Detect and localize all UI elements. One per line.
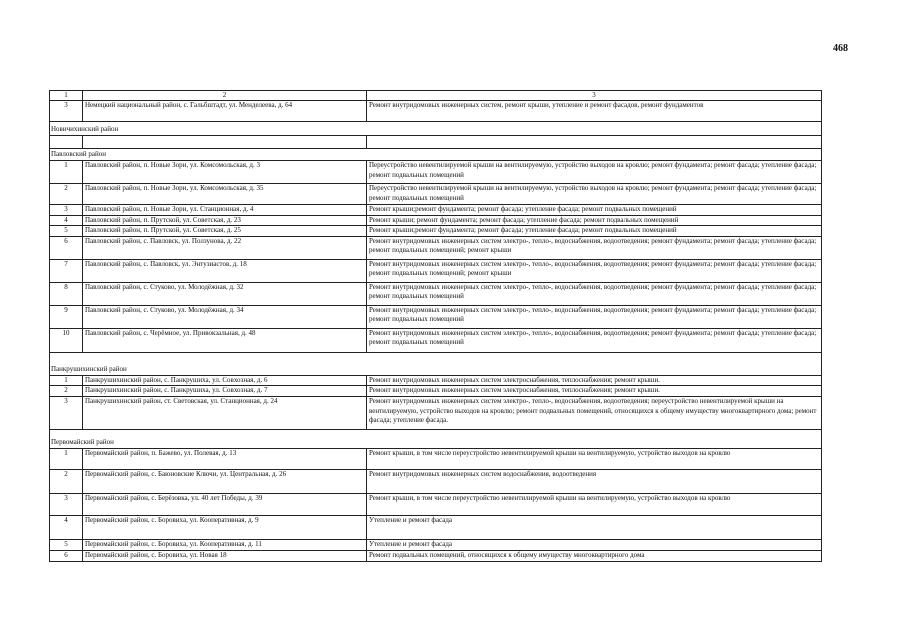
row-number: 3 xyxy=(50,396,83,429)
table-row xyxy=(50,226,822,237)
table-row xyxy=(50,305,822,328)
row-address: Первомайский район, с. Баюновские Ключи, ул. Центральная, д. 26 xyxy=(83,469,367,493)
row-works: Ремонт внутридомовых инженерных систем электро-, тепло-, водоснабжения, водоотведения; ремонт фундамента; ремонт фасада; утепление фасада; ремонт подвальных помещений; ремонт крыши xyxy=(367,259,822,282)
row-works xyxy=(367,136,822,149)
table-row xyxy=(50,515,822,539)
row-address: Павловский район, с. Павловск, ул. Энтузиастов, д. 18 xyxy=(83,259,367,282)
row-works: Ремонт внутридомовых инженерных систем электро-, тепло-, водоснабжения, водоотведения; переустройство невентилируемой крыши на вентилируемую, устройство выходов на кровлю; ремонт подвальных помещений, относящихся к общему имуществу многоквартирного дома; ремонт фасада; утепление фасада. xyxy=(367,396,822,429)
row-address: Первомайский район, п. Бажево, ул. Полевая, д. 13 xyxy=(83,448,367,469)
table-row xyxy=(50,539,822,550)
row-works: Ремонт внутридомовых инженерных систем электроснабжения, теплоснабжения; ремонт крыши. xyxy=(367,375,822,386)
row-number: 5 xyxy=(50,539,83,550)
district-name: Новичихинский район xyxy=(50,122,822,136)
row-works: Ремонт внутридомовых инженерных систем электроснабжения, теплоснабжения; ремонт крыши. xyxy=(367,386,822,397)
row-works: Переустройство невентилируемой крыши на вентилируемую, устройство выходов на кровлю; ремонт фундамента; ремонт фасада; утепление фасада; ремонт подвальных помещений xyxy=(367,161,822,184)
header-col-1: 1 xyxy=(50,91,83,101)
row-number: 2 xyxy=(50,386,83,397)
row-works: Ремонт крыши, в том числе переустройство невентилируемой крыши на вентилируемую, устройство выходов на кровлю xyxy=(367,493,822,515)
row-works: Ремонт крыши, в том числе переустройство невентилируемой крыши на вентилируемую, устройство выходов на кровлю xyxy=(367,448,822,469)
table-row xyxy=(50,550,822,561)
table-row xyxy=(50,236,822,259)
row-number: 1 xyxy=(50,161,83,184)
row-address: Павловский район, с. Павловск, ул. Ползунова, д. 22 xyxy=(83,236,367,259)
row-address: Панкрушихинский район, с. Панкрушиха, ул. Совхозная, д. 7 xyxy=(83,386,367,397)
table-row xyxy=(50,396,822,429)
table-row xyxy=(50,161,822,184)
row-address xyxy=(83,136,367,149)
repair-table xyxy=(49,90,822,562)
row-address: Павловский район, п. Прутской, ул. Советская, д. 23 xyxy=(83,215,367,226)
row-address: Павловский район, п. Новые Зори, ул. Станционная, д. 4 xyxy=(83,205,367,216)
row-works: Утепление и ремонт фасада xyxy=(367,539,822,550)
table-row xyxy=(50,215,822,226)
row-address: Павловский район, с. Стуково, ул. Молодёжная, д. 34 xyxy=(83,305,367,328)
row-works: Ремонт внутридомовых инженерных систем водоснабжения, водоотведения xyxy=(367,469,822,493)
row-works: Утепление и ремонт фасада xyxy=(367,515,822,539)
row-number: 9 xyxy=(50,305,83,328)
row-works: Ремонт внутридомовых инженерных систем электро-, тепло-, водоснабжения, водоотведения; ремонт фундамента; ремонт фасада; утепление фасада; ремонт подвальных помещений xyxy=(367,305,822,328)
row-address: Первомайский район, с. Боровиха, ул. Кооперативная, д. 9 xyxy=(83,515,367,539)
row-works: Ремонт внутридомовых инженерных систем электро-, тепло-, водоснабжения, водоотведения; ремонт фундамента; ремонт фасада; утепление фасада; ремонт подвальных помещений xyxy=(367,328,822,352)
row-address: Панкрушихинский район, ст. Световская, ул. Станционная, д. 24 xyxy=(83,396,367,429)
row-works: Ремонт внутридомовых инженерных систем электро-, тепло-, водоснабжения, водоотведения; ремонт фундамента; ремонт фасада; утепление фасада; ремонт подвальных помещений xyxy=(367,282,822,305)
row-works: Ремонт крыши; ремонт фундамента; ремонт фасада; утепление фасада; ремонт подвальных помещений xyxy=(367,215,822,226)
row-address: Павловский район, п. Новые Зори, ул. Комсомольская, д. 35 xyxy=(83,184,367,205)
row-number: 2 xyxy=(50,184,83,205)
row-number: 6 xyxy=(50,550,83,561)
row-number: 3 xyxy=(50,493,83,515)
district-name: Павловский район xyxy=(50,149,822,161)
row-address: Первомайский район, с. Берёзовка, ул. 40 лет Победы, д. 39 xyxy=(83,493,367,515)
district-row xyxy=(50,149,822,161)
row-works: Ремонт внутридомовых инженерных систем электро-, тепло-, водоснабжения, водоотведения; ремонт фундамента; ремонт фасада; утепление фасада; ремонт подвальных помещений; ремонт крыши xyxy=(367,236,822,259)
row-number: 4 xyxy=(50,515,83,539)
row-address: Первомайский район, с. Боровиха, ул. Новая 18 xyxy=(83,550,367,561)
district-name: Первомайский район xyxy=(50,429,822,448)
page-number: 468 xyxy=(833,43,848,54)
row-number: 6 xyxy=(50,236,83,259)
district-name: Панкрушихинский район xyxy=(50,352,822,375)
district-row xyxy=(50,352,822,375)
row-address: Первомайский район, с. Боровиха, ул. Кооперативная, д. 11 xyxy=(83,539,367,550)
district-row xyxy=(50,429,822,448)
table-row xyxy=(50,136,822,149)
table-row xyxy=(50,375,822,386)
table-row xyxy=(50,386,822,397)
header-col-2: 2 xyxy=(83,91,367,101)
row-works: Переустройство невентилируемой крыши на вентилируемую, устройство выходов на кровлю; ремонт фундамента; ремонт фасада; утепление фасада; ремонт подвальных помещений xyxy=(367,184,822,205)
table-row xyxy=(50,184,822,205)
row-number: 7 xyxy=(50,259,83,282)
row-number: 1 xyxy=(50,448,83,469)
row-address: Павловский район, с. Черёмное, ул. Привокзальная, д. 48 xyxy=(83,328,367,352)
table-row xyxy=(50,101,822,122)
table-row xyxy=(50,328,822,352)
row-number: 2 xyxy=(50,469,83,493)
row-address: Немецкий национальный район, с. Гальбштадт, ул. Менделеева, д. 64 xyxy=(83,101,367,122)
row-address: Панкрушихинский район, с. Панкрушиха, ул. Совхозная, д. 6 xyxy=(83,375,367,386)
district-row xyxy=(50,122,822,136)
header-col-3: 3 xyxy=(367,91,822,101)
row-number: 3 xyxy=(50,101,83,122)
row-works: Ремонт внутридомовых инженерных систем, ремонт крыши, утепление и ремонт фасадов, ремонт фундаментов xyxy=(367,101,822,122)
table-row xyxy=(50,493,822,515)
row-number: 8 xyxy=(50,282,83,305)
row-address: Павловский район, с. Стуково, ул. Молодёжная, д. 32 xyxy=(83,282,367,305)
table-row xyxy=(50,448,822,469)
row-works: Ремонт подвальных помещений, относящихся к общему имуществу многоквартирного дома xyxy=(367,550,822,561)
table-row xyxy=(50,259,822,282)
row-address: Павловский район, п. Прутской, ул. Советская, д. 25 xyxy=(83,226,367,237)
row-number: 10 xyxy=(50,328,83,352)
row-address: Павловский район, п. Новые Зори, ул. Комсомольская, д. 3 xyxy=(83,161,367,184)
table-row xyxy=(50,469,822,493)
row-works: Ремонт крыши;ремонт фундамента; ремонт фасада; утепление фасада; ремонт подвальных помещений xyxy=(367,205,822,216)
row-number: 4 xyxy=(50,215,83,226)
row-number: 1 xyxy=(50,375,83,386)
row-number xyxy=(50,136,83,149)
row-works: Ремонт крыши;ремонт фундамента; ремонт фасада; утепление фасада; ремонт подвальных помещений xyxy=(367,226,822,237)
table-row xyxy=(50,282,822,305)
row-number: 5 xyxy=(50,226,83,237)
row-number: 3 xyxy=(50,205,83,216)
table-header-row xyxy=(50,91,822,101)
table-row xyxy=(50,205,822,216)
